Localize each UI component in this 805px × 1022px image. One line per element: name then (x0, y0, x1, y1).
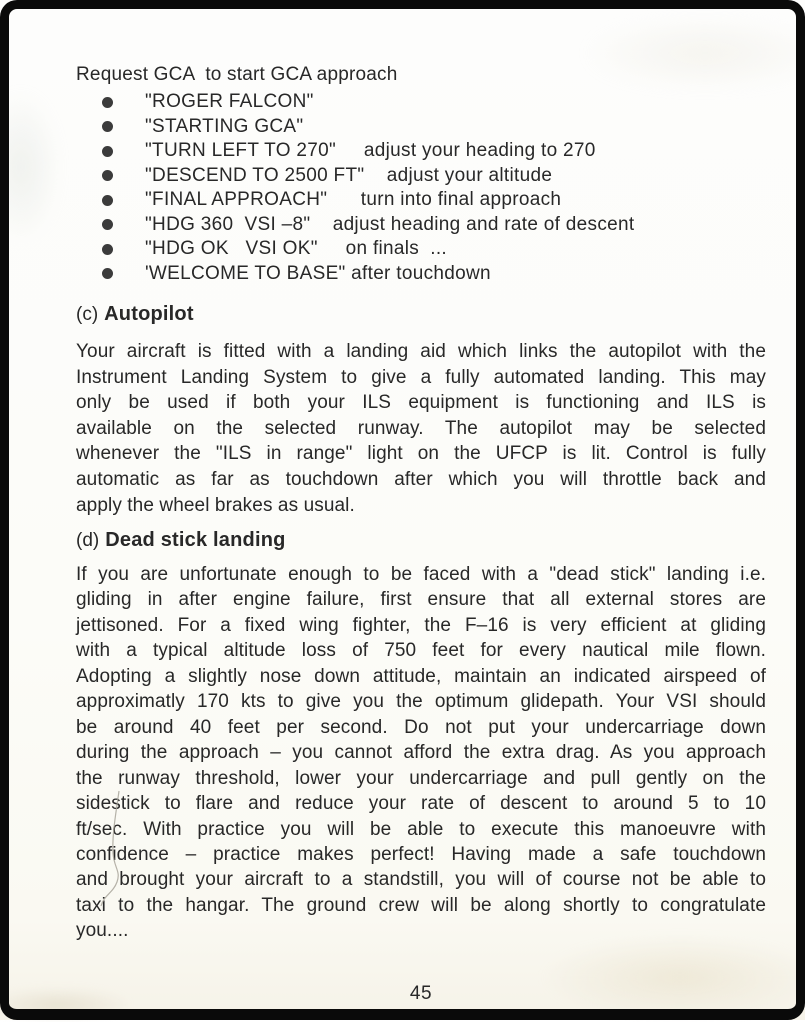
list-item-text: "TURN LEFT TO 270" adjust your heading to 270 (145, 140, 596, 162)
paragraph-line: only be used if both your ILS equipment is functioning and ILS is (76, 392, 766, 414)
paragraph-line: and brought your aircraft to a standstill, you will of course not be able to (76, 869, 766, 891)
list-item (102, 90, 634, 115)
paragraph-line: be around 40 feet per second. Do not put your undercarriage down (76, 716, 766, 738)
dead-stick-paragraph (76, 562, 766, 944)
list-item (102, 213, 634, 238)
paragraph-line: whenever the "ILS in range" light on the UFCP is lit. Control is fully (76, 443, 766, 465)
page-number: 45 (409, 983, 433, 1004)
paragraph-line: sidestick to flare and reduce your rate of descent to around 5 to 10 (76, 793, 766, 815)
bullet-icon (102, 219, 113, 230)
paragraph-line: gliding in after engine failure, first ensure that all external stores are (76, 589, 766, 611)
bullet-icon (102, 121, 113, 132)
section-heading-autopilot (76, 303, 194, 326)
list-item-text: "HDG OK VSI OK" on finals ... (145, 238, 447, 260)
paragraph-line: apply the wheel brakes as usual. (76, 494, 355, 516)
paragraph-line: available on the selected runway. The autopilot may be selected (76, 417, 766, 439)
section-title: Autopilot (104, 303, 194, 325)
list-item (102, 115, 634, 140)
section-title: Dead stick landing (105, 529, 286, 551)
paragraph-line: Adopting a slightly nose down attitude, maintain an indicated airspeed of (76, 665, 766, 687)
list-item-text: "STARTING GCA" (145, 115, 304, 137)
paragraph-line: the runway threshold, lower your undercarriage and pull gently on the (76, 767, 766, 789)
bullet-icon (102, 244, 113, 255)
bullet-icon (102, 268, 113, 279)
list-item (102, 237, 634, 262)
list-item-text: 'WELCOME TO BASE" after touchdown (145, 262, 491, 284)
list-item-text: "ROGER FALCON" (145, 91, 314, 113)
list-item-text: "DESCEND TO 2500 FT" adjust your altitude (145, 164, 553, 186)
paragraph-line: Instrument Landing System to give a fully automated landing. This may (76, 366, 766, 388)
paragraph-line: approximatly 170 kts to give you the optimum glidepath. Your VSI should (76, 691, 766, 713)
paragraph-line: ft/sec. With practice you will be able to execute this manoeuvre with (76, 818, 766, 840)
section-heading-dead-stick-landing (76, 529, 286, 552)
section-label: (c) (76, 304, 99, 325)
paragraph-line: Your aircraft is fitted with a landing aid which links the autopilot with the (76, 341, 766, 362)
autopilot-paragraph (76, 339, 766, 518)
section-label: (d) (76, 530, 100, 551)
list-item (102, 164, 634, 189)
paragraph-line: jettisoned. For a fixed wing fighter, the F–16 is very efficient at gliding (76, 614, 766, 636)
paragraph-line: during the approach – you cannot afford the extra drag. As you approach (76, 742, 766, 764)
list-item (102, 262, 634, 287)
bullet-icon (102, 97, 113, 108)
gca-callout-list (102, 90, 634, 286)
bullet-icon (102, 170, 113, 181)
list-item (102, 139, 634, 164)
paragraph-line: you.... (76, 920, 129, 942)
paragraph-line: confidence – practice makes perfect! Having made a safe touchdown (76, 843, 766, 865)
gca-intro-line: Request GCA to start GCA approach (76, 64, 398, 85)
list-item-text: "HDG 360 VSI –8" adjust heading and rate of descent (145, 213, 635, 235)
list-item (102, 188, 634, 213)
paragraph-line: If you are unfortunate enough to be faced with a "dead stick" landing i.e. (76, 564, 766, 585)
paragraph-line: taxi to the hangar. The ground crew will be along shortly to congratulate (76, 894, 766, 916)
bullet-icon (102, 195, 113, 206)
list-item-text: "FINAL APPROACH" turn into final approach (145, 189, 562, 211)
paragraph-line: automatic as far as touchdown after which you will throttle back and (76, 468, 766, 490)
paragraph-line: with a typical altitude loss of 750 feet for every nautical mile flown. (76, 640, 766, 662)
bullet-icon (102, 146, 113, 157)
